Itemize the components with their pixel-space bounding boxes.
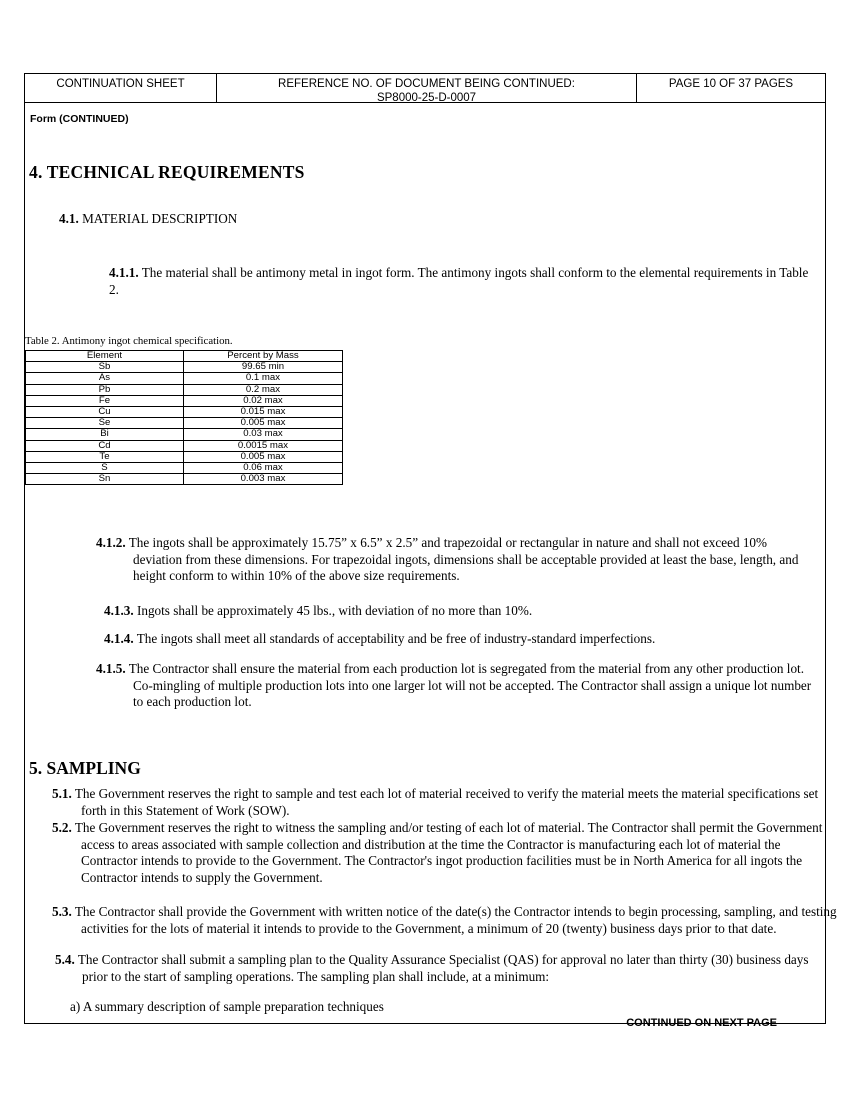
paragraph-text: The ingots shall be approximately 15.75” x 6.5” x 2.5” and trapezoidal or rectangular in nature and shall not exceed 10% deviation from these dimensions. For trapezoidal ingots, dimensions shall be acceptable provided at least the base, length, and height conform to within 10% of the above size requirements. — [128, 535, 799, 583]
paragraph-text: The Government reserves the right to sample and test each lot of material received to verify the material meets the material specifications set forth in this Statement of Work (SOW). — [74, 786, 819, 818]
paragraph-4-1-1 — [109, 265, 809, 298]
percent-cell: 0.2 max — [184, 384, 343, 395]
sheet-label-text: CONTINUATION SHEET — [56, 78, 185, 90]
percent-cell: 99.65 min — [184, 362, 343, 373]
element-cell: Cu — [26, 406, 184, 417]
table-row — [26, 440, 343, 451]
element-cell: Se — [26, 418, 184, 429]
table-row — [26, 362, 343, 373]
element-cell: Pb — [26, 384, 184, 395]
column-header-percent: Percent by Mass — [184, 351, 343, 362]
paragraph-text: Ingots shall be approximately 45 lbs., with deviation of no more than 10%. — [136, 603, 533, 618]
table-row — [26, 474, 343, 485]
element-cell: Fe — [26, 395, 184, 406]
table-caption: Table 2. Antimony ingot chemical specification. — [25, 335, 233, 347]
section-5-heading: 5. SAMPLING — [29, 758, 141, 778]
paragraph-5-2 — [52, 820, 840, 886]
element-cell: Sn — [26, 474, 184, 485]
paragraph-number: 5.4. — [55, 952, 75, 967]
percent-cell: 0.02 max — [184, 395, 343, 406]
element-cell: Cd — [26, 440, 184, 451]
continuation-sheet-frame — [24, 73, 837, 1029]
section-4-heading: 4. TECHNICAL REQUIREMENTS — [29, 162, 305, 182]
table-row — [26, 462, 343, 473]
paragraph-number: 5.3. — [52, 904, 72, 919]
form-continued-label: Form (CONTINUED) — [30, 113, 129, 125]
table-row — [26, 373, 343, 384]
percent-cell: 0.015 max — [184, 406, 343, 417]
section-4-1-heading — [59, 211, 237, 228]
percent-cell: 0.0015 max — [184, 440, 343, 451]
table-row — [26, 384, 343, 395]
percent-cell: 0.005 max — [184, 418, 343, 429]
table-row — [26, 429, 343, 440]
paragraph-4-1-2 — [96, 535, 811, 585]
paragraph-number: 4.1.4. — [104, 631, 134, 646]
element-cell: Te — [26, 451, 184, 462]
table-header-row — [26, 351, 343, 362]
element-cell: Bi — [26, 429, 184, 440]
paragraph-number: 4.1.1. — [109, 265, 139, 280]
paragraph-5-1 — [52, 786, 840, 819]
percent-cell: 0.03 max — [184, 429, 343, 440]
paragraph-number: 4.1.2. — [96, 535, 126, 550]
reference-number: SP8000-25-D-0007 — [376, 92, 477, 104]
paragraph-4-1-4 — [104, 631, 814, 648]
table-row — [26, 395, 343, 406]
paragraph-4-1-3 — [104, 603, 814, 620]
list-item-a: a) A summary description of sample preparation techniques — [70, 999, 384, 1014]
element-cell: As — [26, 373, 184, 384]
paragraph-text: The material shall be antimony metal in ingot form. The antimony ingots shall conform to the elemental requirements in Table 2. — [109, 265, 809, 297]
chemical-spec-table — [25, 350, 343, 485]
reference-cell — [217, 74, 637, 102]
continued-on-next-page: CONTINUED ON NEXT PAGE — [626, 1017, 777, 1029]
paragraph-number: 5.2. — [52, 820, 72, 835]
paragraph-text: The ingots shall meet all standards of acceptability and be free of industry-standard imperfections. — [136, 631, 656, 646]
reference-label: REFERENCE NO. OF DOCUMENT BEING CONTINUED: — [278, 78, 575, 90]
header-divider — [25, 102, 825, 103]
page-count — [637, 74, 825, 102]
paragraph-text: The Government reserves the right to witness the sampling and/or testing of each lot of material. The Contractor shall permit the Government access to areas associated with sample collection and distribution at the time the Contractor is manufacturing each lot of material the Contractor intends to provide to the Government. The Contractor's ingot production facilities must be in North America for all ingots the Contractor intends to supply the Government. — [74, 820, 823, 885]
section-number: 4.1. — [59, 211, 79, 226]
column-header-element: Element — [26, 351, 184, 362]
paragraph-5-3 — [52, 904, 840, 937]
table-row — [26, 418, 343, 429]
element-cell: Sb — [26, 362, 184, 373]
paragraph-4-1-5 — [96, 661, 813, 711]
percent-cell: 0.003 max — [184, 474, 343, 485]
paragraph-text: The Contractor shall ensure the material from each production lot is segregated from the material from any other production lot. Co-mingling of multiple production lots into one larger lot will not be accepted. The Contractor shall assign a unique lot number to each production lot. — [128, 661, 812, 709]
percent-cell: 0.1 max — [184, 373, 343, 384]
table-row — [26, 406, 343, 417]
paragraph-number: 4.1.5. — [96, 661, 126, 676]
continuation-sheet-label — [25, 74, 217, 102]
page-count-text: PAGE 10 OF 37 PAGES — [668, 78, 794, 90]
percent-cell: 0.06 max — [184, 462, 343, 473]
paragraph-number: 5.1. — [52, 786, 72, 801]
section-title: MATERIAL DESCRIPTION — [82, 211, 238, 226]
paragraph-text: The Contractor shall submit a sampling plan to the Quality Assurance Specialist (QAS) for approval no later than thirty (30) business days prior to the start of sampling operations. The sampling plan shall include, at a minimum: — [77, 952, 809, 984]
table-row — [26, 451, 343, 462]
paragraph-number: 4.1.3. — [104, 603, 134, 618]
percent-cell: 0.005 max — [184, 451, 343, 462]
paragraph-text: The Contractor shall provide the Government with written notice of the date(s) the Contractor intends to begin processing, sampling, and testing activities for the lots of material it intends to provide to the Government, a minimum of 20 (twenty) business days prior to that date. — [74, 904, 837, 936]
element-cell: S — [26, 462, 184, 473]
paragraph-5-4 — [55, 952, 837, 985]
